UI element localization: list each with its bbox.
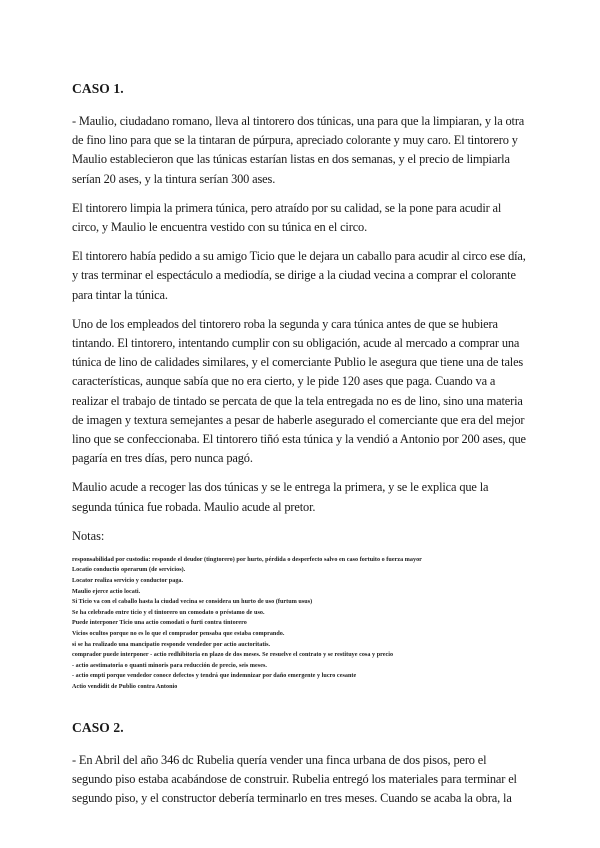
- note-line: Actio vendidit de Publio contra Antonio: [72, 683, 178, 690]
- note-line: responsabilidad por custodia: responde el deudor (tingtorero) por hurto, pérdida o desperfecto salvo en caso fortuito o fuerza mayor: [72, 556, 422, 563]
- document-body: [72, 80, 528, 808]
- note-line: Puede interponer Ticio una actio comodati o furti contra tintorero: [72, 620, 247, 627]
- note-line: Se ha celebrado entre ticio y el tintorero un comodato o préstamo de uso.: [72, 609, 265, 616]
- notes-list: [72, 555, 528, 693]
- case1-paragraph-5: Maulio acude a recoger las dos túnicas y se le entrega la primera, y se le explica que la segunda túnica fue robada. Maulio acude al pretor.: [72, 480, 489, 514]
- case1-paragraph-4: Uno de los empleados del tintorero roba la segunda y cara túnica antes de que se hubiera tintando. El tintorero, intentando cumplir con su obligación, acude al mercado a comprar una túnica de lino de calidades similares, y el comerciante Publio le asegura que tiene una de tales características, aunque sabía que no era cierto, y le pide 120 ases que paga. Cuando va a realizar el trabajo de tintado se percata de que la tela entregada no es de lino, sino una materia de imagen y textura semejantes a pesar de haberle asegurado el comerciante que era del mejor lino que se confeccionaba. El tintorero tiñó esta túnica y la vendió a Antonio por 200 ases, que pagaría en tres días, pero nunca pagó.: [72, 316, 526, 466]
- notes-label: Notas:: [72, 528, 105, 543]
- case2-paragraph-1: - En Abril del año 346 dc Rubelia quería vender una finca urbana de dos pisos, pero el segundo piso estaba acabándose de construir. Rubelia entregó los materiales para terminar el segundo piso, y el constructor debería terminarlo en tres meses. Cuando se acaba la obra, la: [72, 752, 517, 805]
- note-line: Si Ticio va con el caballo hasta la ciudad vecina se considera un hurto de uso (furtum usus): [72, 599, 313, 606]
- case1-paragraph-2: El tintorero limpia la primera túnica, pero atraído por su calidad, se la pone para acudir al circo, y Maulio le encuentra vestido con su túnica en el circo.: [72, 200, 502, 235]
- note-line: Locator realiza servicio y conductor paga.: [72, 578, 184, 585]
- note-line: Locatio conductio operarum (de servicios).: [72, 567, 186, 574]
- note-line: Maulio ejerce actio locati.: [72, 588, 141, 595]
- case2-heading: CASO 2.: [72, 719, 124, 735]
- case1-paragraph-1: - Maulio, ciudadano romano, lleva al tintorero dos túnicas, una para que la limpiaran, y la otra de fino lino para que se la tintaran de púrpura, apreciado colorante y muy caro. El tintorero y Maulio establecieron que las túnicas estarían listas en dos semanas, y el precio de limpiarla serían 20 ases, y la tintura serían 300 ases.: [72, 114, 525, 186]
- note-line: comprador puede interponer - actio redhibitoria en plazo de dos meses. Se resuelve el contrato y se restituye cosa y precio: [72, 652, 394, 659]
- note-line: Vicios ocultos porque no es lo que el comprador pensaba que estaba comprando.: [72, 631, 285, 638]
- case1-paragraph-3: El tintorero había pedido a su amigo Ticio que le dejara un caballo para acudir al circo ese día, y tras terminar el espectáculo a mediodía, se dirige a la ciudad vecina a comprar el colorante para tintar la túnica.: [72, 249, 526, 302]
- note-line: si se ha realizado una mancipatio responde vendedor por actio auctoritatis.: [72, 641, 271, 648]
- case1-heading: CASO 1.: [72, 81, 124, 96]
- note-line: - actio empti porque vendedor conoce defectos y tendrá que indemnizar por daño emergente y lucro cesante: [72, 673, 357, 680]
- note-line: - actio aestimatoria o quanti minoris para reducción de precio, seis meses.: [72, 662, 267, 669]
